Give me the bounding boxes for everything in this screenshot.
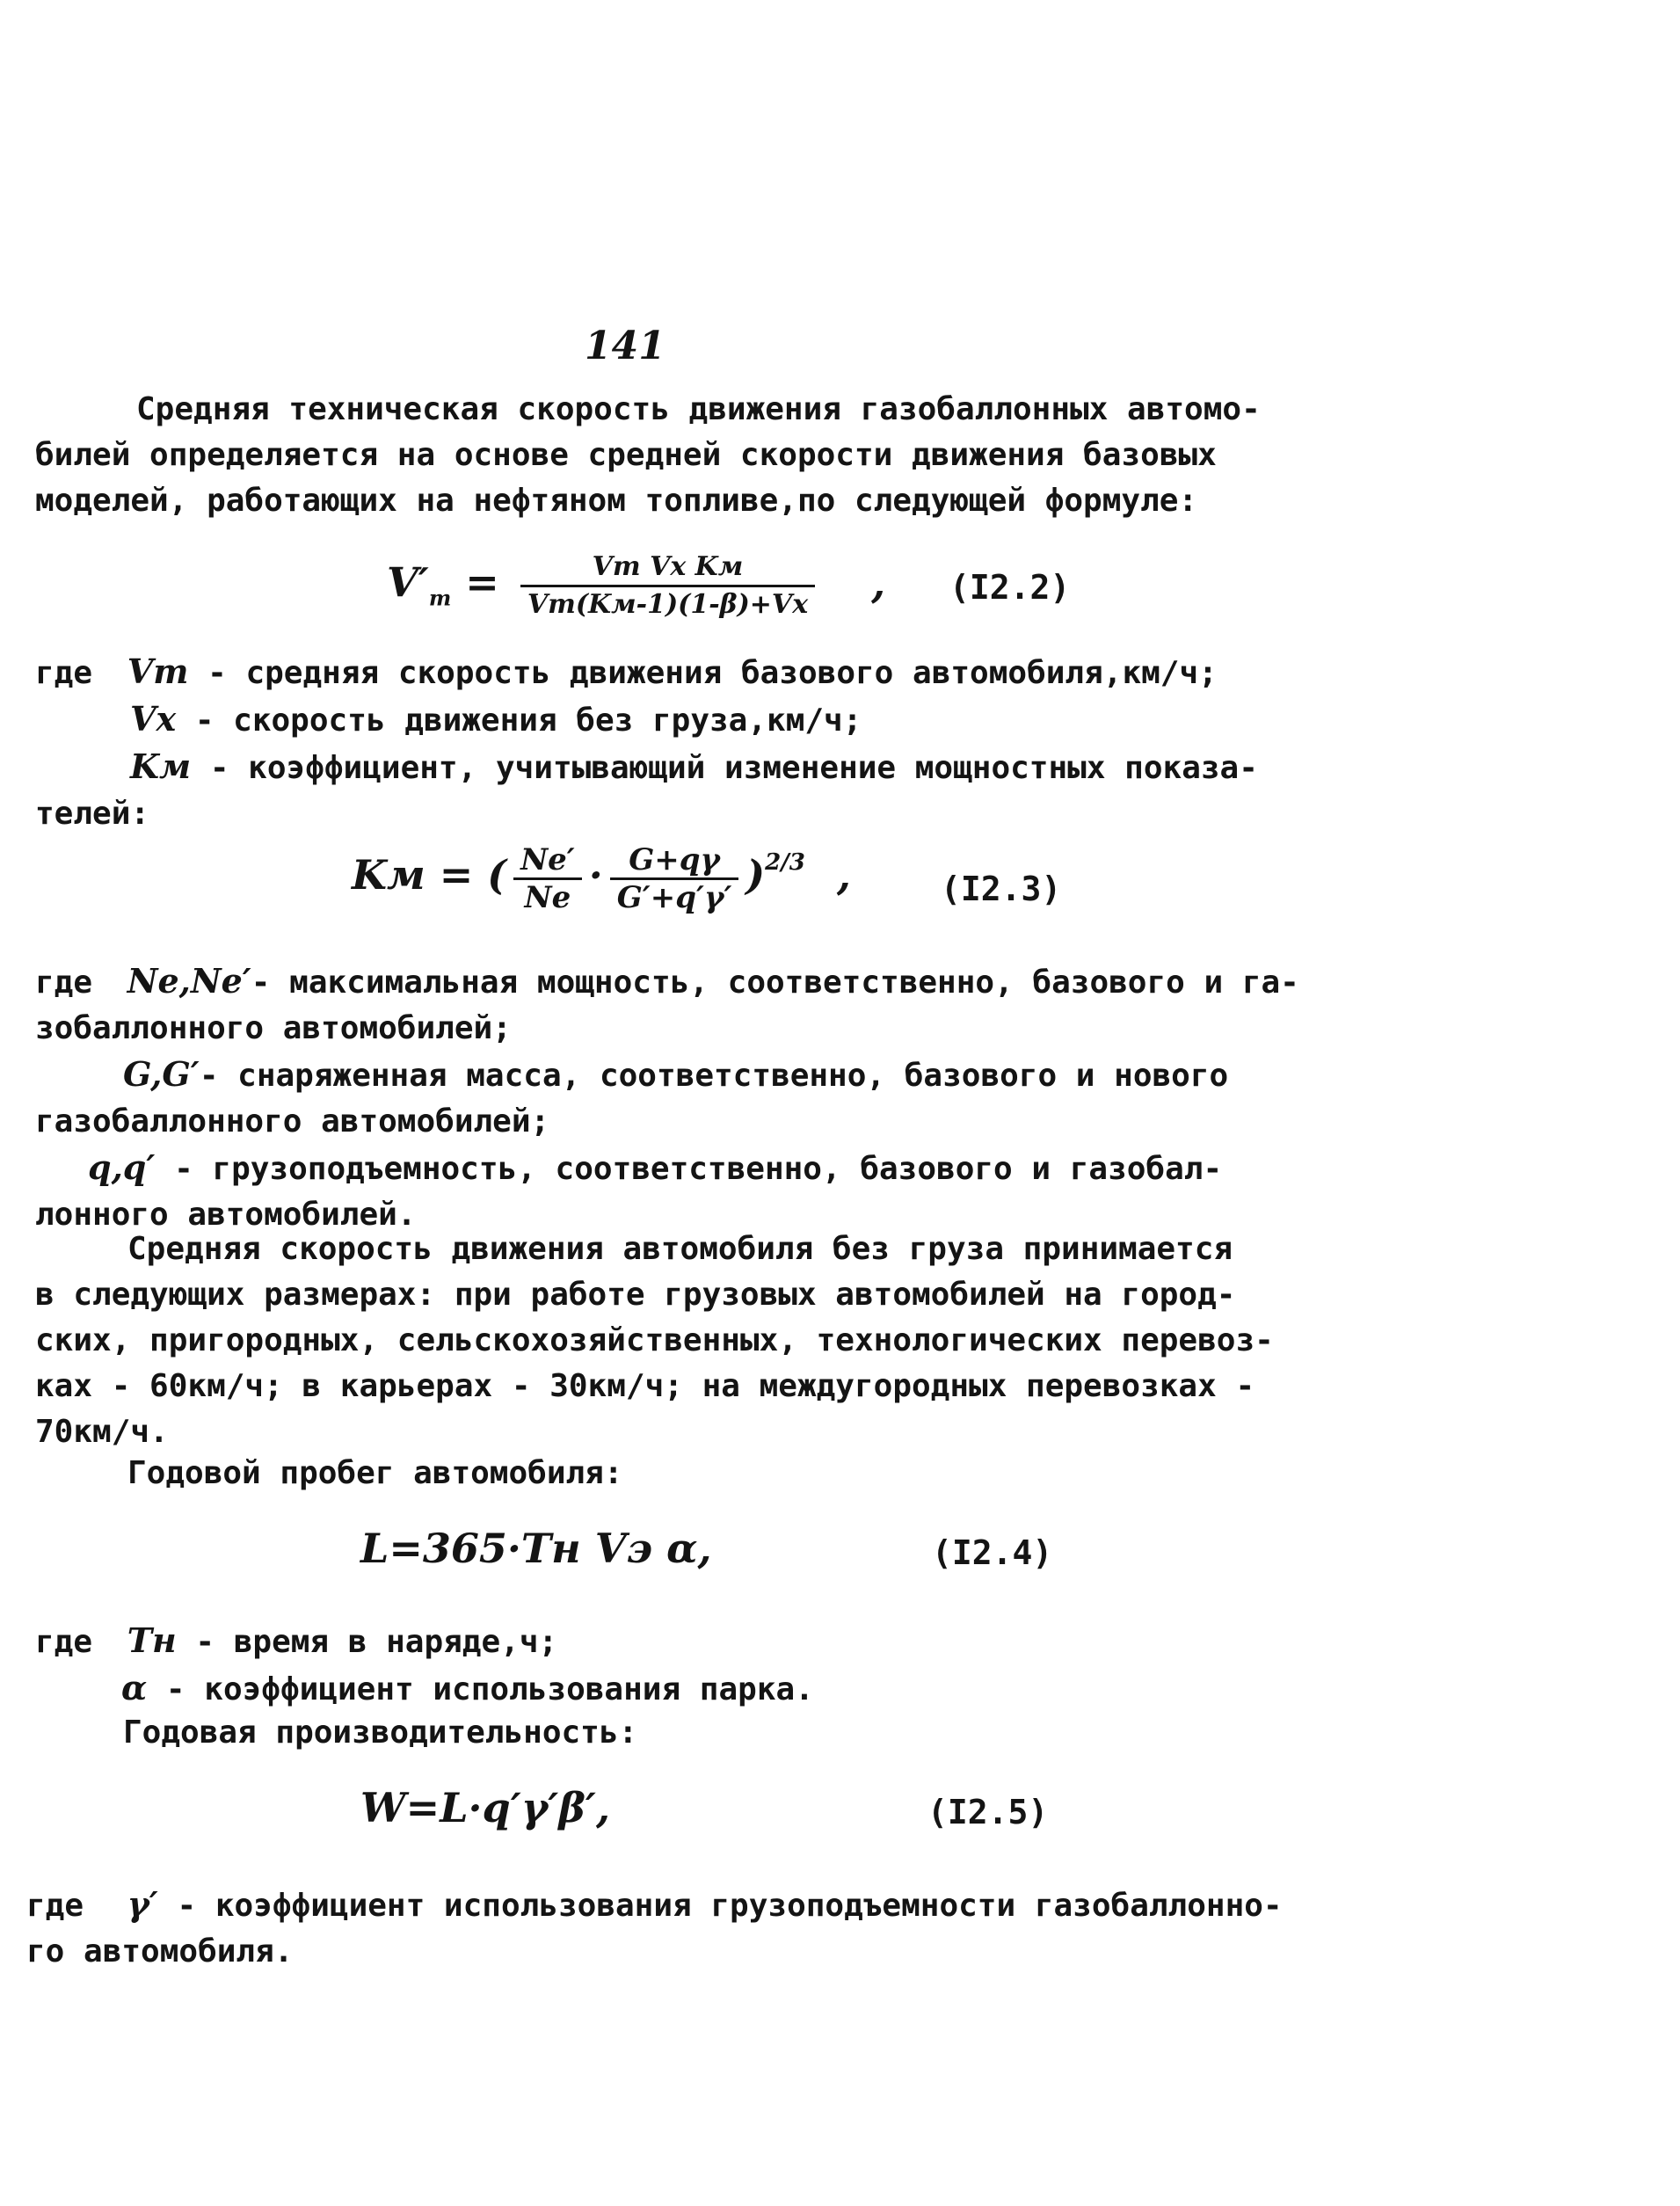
formula-lhs: Kм: [352, 851, 425, 899]
formula-equals: =: [439, 851, 474, 899]
definitions-list: [35, 958, 1299, 1238]
definition-symbol: Ne,Ne′: [127, 961, 251, 1001]
definition-symbol: Kм: [130, 746, 192, 786]
definition-text: - коэффициент, учитывающий изменение мощностных показа-: [191, 750, 1258, 786]
formula-equals: =: [465, 558, 499, 607]
definition-text: - снаряженная масса, соответственно, базового и нового: [199, 1058, 1229, 1094]
definition-item: [35, 1052, 1299, 1099]
formula-fraction: [610, 842, 739, 915]
definition-symbol: Vт: [127, 652, 189, 691]
formula-lhs: V′: [387, 558, 429, 607]
text-line: ских, пригородных, сельскохозяйственных, технологических перевоз-: [35, 1322, 1274, 1358]
definition-text: - время в наряде,ч;: [176, 1624, 558, 1660]
definition-lead: где: [35, 965, 93, 1001]
equation-number: (I2.2): [949, 568, 1071, 607]
equation-number: (I2.4): [932, 1533, 1053, 1572]
paragraph-intro: [35, 387, 1261, 524]
definition-text: - коэффициент использования парка.: [147, 1671, 814, 1707]
text-line: билей определяется на основе средней скорости движения базовых: [35, 437, 1217, 473]
definition-item: [35, 649, 1258, 696]
definition-item: [35, 696, 1258, 744]
formula-12-5: W=L·q′γ′β′,: [360, 1784, 611, 1831]
fraction-numerator: Vт Vх Kм: [592, 551, 744, 582]
definition-text: - средняя скорость движения базового автомобиля,км/ч;: [188, 655, 1218, 691]
text-line: Средняя техническая скорость движения газобаллонных автомо-: [136, 391, 1261, 427]
definition-item: [35, 1665, 814, 1713]
fraction-numerator: G+qγ: [629, 841, 720, 877]
definition-lead: где: [35, 655, 93, 691]
text-line: 70км/ч.: [35, 1414, 169, 1450]
fraction-numerator: Ne′: [520, 841, 575, 877]
definition-symbol: Vх: [130, 699, 177, 739]
definitions-list: [35, 1618, 814, 1713]
definition-item: [35, 744, 1258, 791]
fraction-denominator: Ne: [513, 877, 582, 915]
page-number: 141: [585, 324, 665, 368]
paragraph-empty-speed: [35, 1227, 1274, 1455]
formula-12-3: [352, 840, 851, 915]
formula-comma: ,: [836, 851, 851, 899]
formula-open-paren: (: [487, 851, 507, 899]
definition-lead: где: [35, 1624, 93, 1660]
formula-12-4: L=365·Tн Vэ α,: [360, 1525, 712, 1572]
definition-item: [35, 1618, 814, 1665]
definition-continuation: телей:: [35, 796, 150, 832]
formula-fraction: [513, 842, 582, 915]
definition-item: [35, 1145, 1299, 1192]
definition-item: [35, 958, 1299, 1006]
text-line: в следующих размерах: при работе грузовых автомобилей на город-: [35, 1277, 1236, 1313]
text-line: ках - 60км/ч; в карьерах - 30км/ч; на междугородных перевозках -: [35, 1368, 1255, 1404]
definition-text: - коэффициент использования грузоподъемности газобаллонно-: [157, 1888, 1283, 1924]
definition-continuation: го автомобиля.: [26, 1933, 294, 1969]
definition-text: - максимальная мощность, соответственно, базового и га-: [251, 965, 1299, 1001]
definition-continuation: газобаллонного автомобилей;: [35, 1103, 550, 1139]
text-line: Средняя скорость движения автомобиля без груза принимается: [127, 1231, 1233, 1267]
formula-lhs-sub: т: [428, 585, 452, 611]
definition-text: - скорость движения без груза,км/ч;: [176, 703, 862, 739]
paragraph-annual-mileage: Годовой пробег автомобиля:: [127, 1455, 623, 1491]
text-line: моделей, работающих на нефтяном топливе,по следующей формуле:: [35, 483, 1198, 519]
definition-symbol: q,q′: [88, 1147, 156, 1187]
definitions-list: [35, 649, 1258, 837]
definition-symbol: γ′: [127, 1884, 158, 1924]
definition-continuation: лонного автомобилей.: [35, 1197, 417, 1233]
formula-comma: ,: [871, 558, 886, 607]
paragraph-annual-productivity: Годовая производительность:: [123, 1715, 638, 1751]
equation-number: (I2.5): [927, 1793, 1049, 1831]
formula-dot: ·: [588, 851, 603, 899]
definition-item: [26, 1882, 1283, 1929]
definition-symbol: Tн: [127, 1620, 177, 1660]
definition-continuation: зобаллонного автомобилей;: [35, 1010, 512, 1046]
formula-exponent: 2/3: [765, 849, 805, 876]
fraction-denominator: Vт(Kм-1)(1-β)+Vх: [520, 585, 815, 622]
formula-fraction: [520, 550, 815, 622]
definition-symbol: α: [121, 1668, 148, 1707]
formula-12-2: [387, 550, 885, 622]
definition-lead: где: [26, 1888, 84, 1924]
fraction-denominator: G′+q′γ′: [610, 877, 739, 915]
formula-close-paren: ): [745, 851, 766, 899]
equation-number: (I2.3): [941, 870, 1062, 908]
definition-text: - грузоподъемность, соответственно, базового и газобал-: [155, 1151, 1223, 1187]
definition-symbol: G,G′: [123, 1054, 200, 1094]
definitions-list: [26, 1882, 1283, 1975]
